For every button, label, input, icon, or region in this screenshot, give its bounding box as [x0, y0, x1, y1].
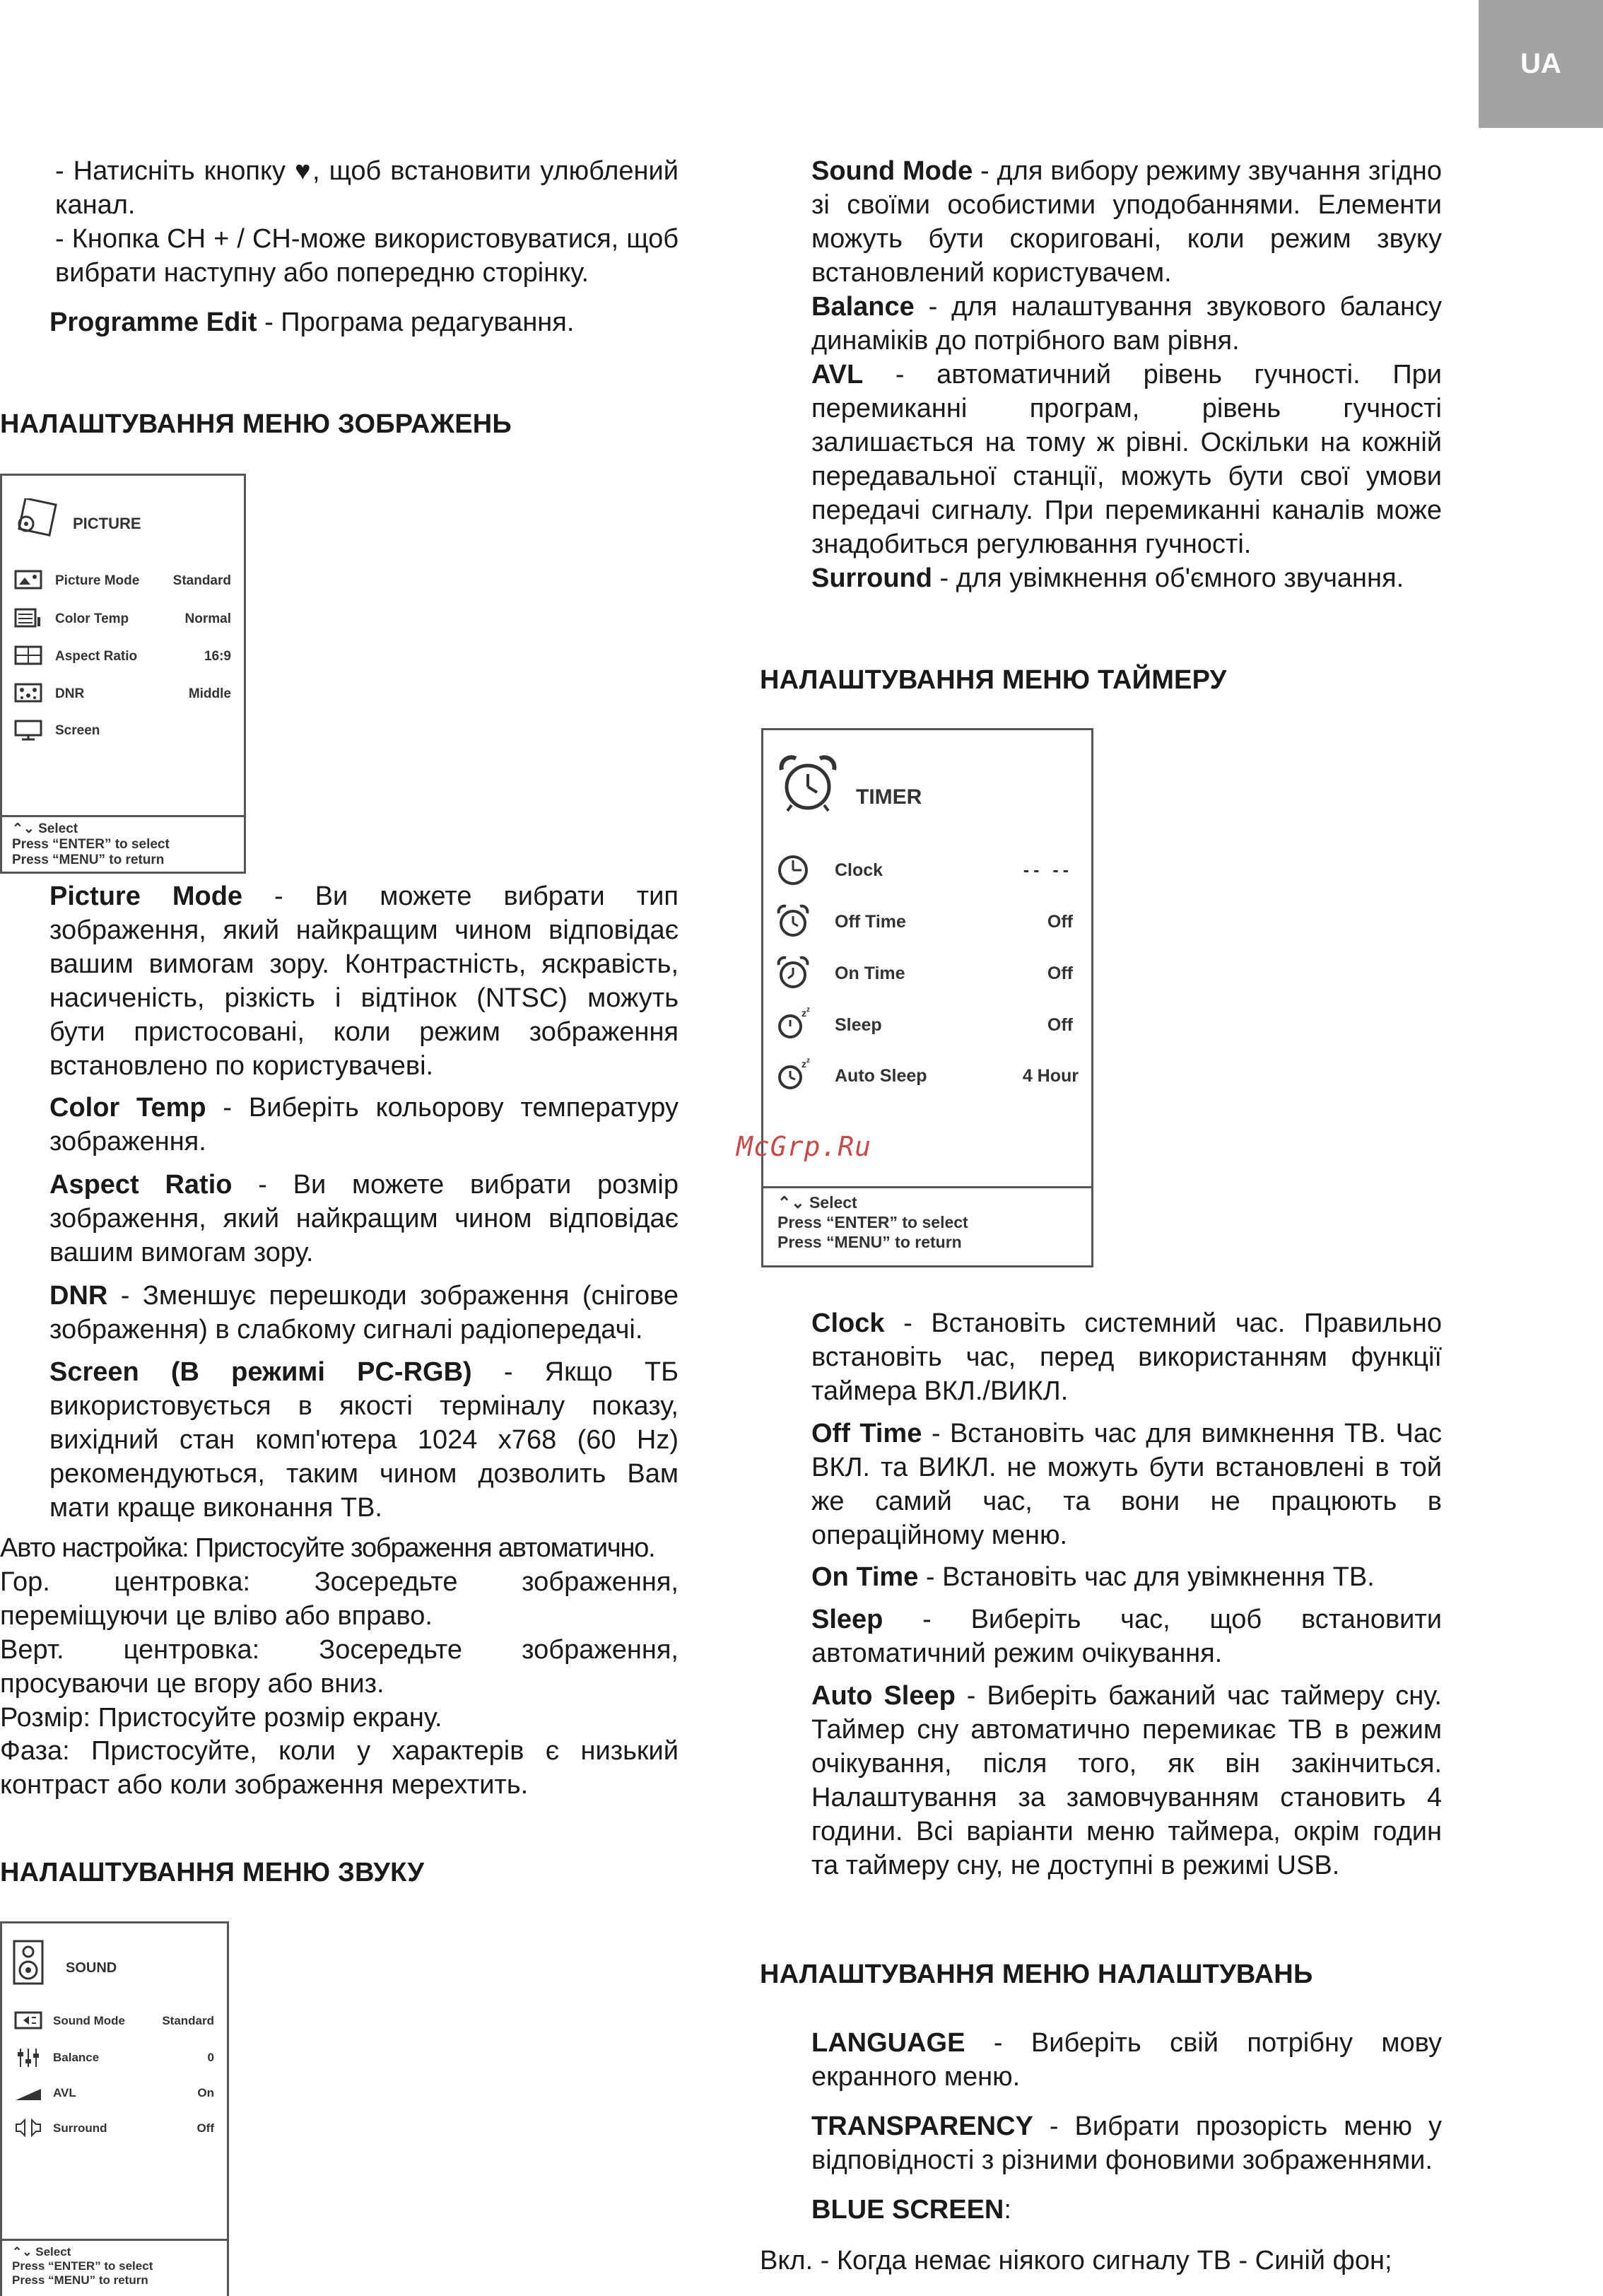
timer-menu-screenshot [761, 728, 1093, 1267]
term: Sleep [811, 1605, 883, 1634]
term: Sound Mode [811, 156, 973, 186]
term: TRANSPARENCY [811, 2112, 1033, 2141]
aspect-ratio-para [49, 1168, 679, 1270]
desc: - Якщо ТБ використовується в якості терміналу показу, вихідний стан комп'ютера 1024 x768 (60 Hz) рекомендуються, таким чином дозволить Вам мати краще виконання ТВ. [49, 1357, 679, 1523]
desc: - Виберіть бажаний час таймеру сну. Таймер сну автоматично перемикає ТВ в режим очікування, після того, як він закінчиться. Налаштування за замовчуванням становить 4 години. Всі варіанти меню таймера, окрім годин та таймеру сну, не доступні в режимі USB. [811, 1681, 1442, 1880]
up-down-icon: ⌃⌄ [12, 2245, 33, 2259]
desc: - Виберіть кольорову температуру зображення. [49, 1093, 679, 1156]
dnr-para [49, 1279, 679, 1347]
desc: - Виберіть час, щоб встановити автоматичний режим очікування. [811, 1605, 1442, 1668]
desc: - Ви можете вибрати розмір зображення, який найкращим чином відповідає вашим вимогам зору. [49, 1170, 679, 1267]
row-value: -- -- [1023, 860, 1073, 880]
term: Auto Sleep [811, 1681, 956, 1711]
picture-mode-para [49, 879, 679, 1083]
footer-enter: Press “ENTER” to select [777, 1213, 968, 1231]
term: Picture Mode [49, 882, 243, 911]
svg-text:z: z [806, 1006, 810, 1014]
row-value: 0 [207, 2051, 214, 2064]
row-value: Off [196, 2121, 214, 2135]
footer-enter: Press “ENTER” to select [12, 837, 170, 852]
footer-menu: Press “MENU” to return [12, 853, 165, 867]
aspect-ratio-icon [13, 645, 43, 667]
heading-sound-menu: НАЛАШТУВАННЯ МЕНЮ ЗВУКУ [0, 1858, 425, 1887]
desc: - Встановіть системний час. Правильно встановіть час, перед використанням функції таймера ВКЛ./ВИКЛ. [811, 1308, 1442, 1406]
term: Color Temp [49, 1093, 206, 1123]
row-value: Normal [184, 611, 231, 626]
auto-sleep-icon [776, 1056, 813, 1091]
desc: - Зменшує перешкоди зображення (снігове зображення) в слабкому сигналі радіопередачі. [49, 1281, 679, 1345]
heading-picture-menu: НАЛАШТУВАННЯ МЕНЮ ЗОБРАЖЕНЬ [0, 409, 512, 439]
row-label: Picture Mode [55, 573, 140, 588]
sleep-icon [776, 1005, 813, 1041]
clock-icon [776, 853, 810, 887]
color-temp-para [49, 1091, 679, 1159]
programme-edit-para [49, 305, 679, 339]
on-time-icon [776, 955, 810, 990]
row-value: Standard [172, 573, 231, 588]
language-tab [1479, 0, 1603, 128]
picture-menu-footer [2, 815, 244, 868]
language-para [811, 2026, 1442, 2094]
row-value: On [197, 2086, 214, 2099]
term: Screen (В режимі PC-RGB) [49, 1357, 472, 1387]
screen-icon [13, 719, 43, 742]
row-value: 16:9 [204, 649, 231, 664]
picture-icon [12, 498, 57, 538]
footer-select-label: Select [809, 1193, 857, 1212]
row-label: Surround [53, 2121, 107, 2135]
auto-sleep-para [811, 1679, 1442, 1882]
balance-icon [13, 2046, 43, 2069]
desc: - Програма редагування. [257, 308, 575, 337]
timer-menu-footer [763, 1186, 1091, 1252]
row-label: Off Time [835, 912, 906, 932]
row-label: Color Temp [55, 611, 129, 626]
row-value: Middle [188, 686, 231, 701]
term: BLUE SCREEN [811, 2195, 1004, 2225]
row-label: Sound Mode [53, 2014, 125, 2027]
term: AVL [811, 360, 864, 390]
size-para: Розмір: Пристосуйте розмір екрану. [0, 1703, 442, 1733]
row-label: Clock [835, 860, 883, 880]
footer-select-label: Select [38, 821, 78, 836]
intro-favorite: - Натисніть кнопку ♥, щоб встановити улюблений канал. [55, 156, 679, 220]
footer-select [12, 2245, 227, 2259]
row-label: Auto Sleep [835, 1066, 927, 1086]
footer-select [777, 1193, 1091, 1212]
row-value: Off [1047, 964, 1073, 983]
desc: - для налаштування звукового балансу динаміків до потрібного вам рівня. [811, 292, 1442, 356]
footer-menu: Press “MENU” to return [12, 2273, 148, 2287]
row-label: Screen [55, 723, 100, 738]
color-temp-icon [13, 607, 43, 630]
phase-para: Фаза: Пристосуйте, коли у характерів є низький контраст або коли зображення мерехтить. [0, 1736, 679, 1800]
desc: - для увімкнення об'ємного звучання. [932, 563, 1404, 593]
timer-menu-title: TIMER [856, 785, 922, 809]
on-time-para [811, 1560, 1442, 1594]
picture-mode-icon [13, 569, 43, 592]
v-center-para: Верт. центровка: Зосередьте зображення, просуваючи це вгору або вниз. [0, 1635, 679, 1699]
alarm-clock-icon [776, 754, 840, 814]
footer-select-label: Select [35, 2245, 71, 2259]
off-time-icon [776, 903, 810, 939]
blue-screen-on-para: Вкл. - Когда немає ніякого сигналу ТВ - Синій фон; [760, 2246, 1392, 2276]
sound-mode-para [811, 154, 1442, 290]
row-value: Standard [162, 2014, 214, 2027]
sound-menu-title: SOUND [66, 1960, 117, 1976]
desc: - Вибрати прозорість меню у відповідності з різними фоновими зображеннями. [811, 2112, 1442, 2175]
picture-menu-title: PICTURE [73, 515, 141, 532]
heading-setup-menu: НАЛАШТУВАННЯ МЕНЮ НАЛАШТУВАНЬ [760, 1960, 1313, 1989]
row-label: Sleep [835, 1015, 882, 1035]
term: On Time [811, 1562, 919, 1592]
sound-mode-icon [13, 2010, 43, 2032]
auto-adjust-para: Авто настройка: Пристосуйте зображення автоматично. [0, 1533, 655, 1563]
svg-text:z: z [806, 1057, 810, 1065]
term: Programme Edit [49, 308, 257, 337]
row-value: 4 Hour [1022, 1066, 1079, 1086]
h-center-para: Гор. центровка: Зосередьте зображення, переміщуючи це вліво або вправо. [0, 1567, 679, 1631]
sound-menu-footer [2, 2239, 227, 2288]
row-label: AVL [53, 2086, 76, 2099]
row-label: Aspect Ratio [55, 649, 138, 664]
blue-screen-para [811, 2193, 1442, 2227]
up-down-icon: ⌃⌄ [12, 821, 35, 836]
svg-text:z: z [802, 1058, 806, 1070]
clock-para [811, 1306, 1442, 1408]
balance-para [811, 290, 1442, 358]
screen-para [49, 1355, 679, 1525]
desc: : [1004, 2195, 1011, 2225]
desc: - Ви можете вибрати тип зображення, який найкращим чином відповідає вашим вимогам зору. Контрастність, яскравість, насиченість, різкість і відтінок (NTSC) можуть бути пристосовані, коли режим зображення встановлено по користувачеві. [49, 882, 679, 1081]
row-label: Balance [53, 2051, 100, 2064]
heading-timer-menu: НАЛАШТУВАННЯ МЕНЮ ТАЙМЕРУ [760, 665, 1227, 695]
sound-menu-screenshot [0, 1921, 229, 2296]
row-label: DNR [55, 686, 85, 701]
up-down-icon: ⌃⌄ [777, 1193, 805, 1212]
sleep-para [811, 1603, 1442, 1670]
term: Balance [811, 292, 915, 322]
desc: - Встановіть час для вимкнення ТВ. Час ВКЛ. та ВИКЛ. не можуть бути встановлені в той же самий час, та вони не працюють в операційному меню. [811, 1419, 1442, 1550]
intro-page: - Кнопка CH + / CH-може використовуватися, щоб вибрати наступну або попередню сторінку. [55, 224, 679, 288]
footer-enter: Press “ENTER” to select [12, 2259, 153, 2273]
off-time-para [811, 1417, 1442, 1552]
footer-select [12, 821, 244, 837]
desc: - автоматичний рівень гучності. При перемиканні програм, рівень гучності залишається на тому ж рівні. Оскільки на кожній передавальної станції, можуть бути свої умови передачі сигналу. При перемиканні каналів може знадобиться регулювання гучності. [811, 360, 1442, 559]
avl-para [811, 358, 1442, 561]
desc: - Виберіть свій потрібну мову екранного меню. [811, 2028, 1442, 2092]
watermark: McGrp.Ru [736, 1131, 872, 1162]
row-value: Off [1047, 912, 1073, 932]
desc: - для вибору режиму звучання згідно зі своїми особистими уподобаннями. Елементи можуть бути скориговані, коли режим звуку встановлений користувачем. [811, 156, 1442, 288]
svg-text:z: z [802, 1007, 806, 1019]
term: Aspect Ratio [49, 1170, 233, 1200]
term: LANGUAGE [811, 2028, 965, 2058]
surround-icon [13, 2117, 43, 2140]
row-value: Off [1047, 1015, 1073, 1035]
footer-menu: Press “MENU” to return [777, 1233, 962, 1251]
term: DNR [49, 1281, 108, 1311]
row-label: On Time [835, 964, 905, 983]
picture-menu-screenshot [0, 474, 246, 874]
avl-icon [13, 2082, 43, 2104]
term: Off Time [811, 1419, 922, 1448]
dnr-icon [13, 682, 43, 705]
desc: - Встановіть час для увімкнення ТВ. [918, 1562, 1375, 1592]
speaker-icon [12, 1939, 45, 1986]
term: Surround [811, 563, 932, 593]
surround-para [811, 561, 1442, 595]
term: Clock [811, 1308, 885, 1338]
language-code: UA [1520, 48, 1561, 79]
transparency-para [811, 2109, 1442, 2177]
